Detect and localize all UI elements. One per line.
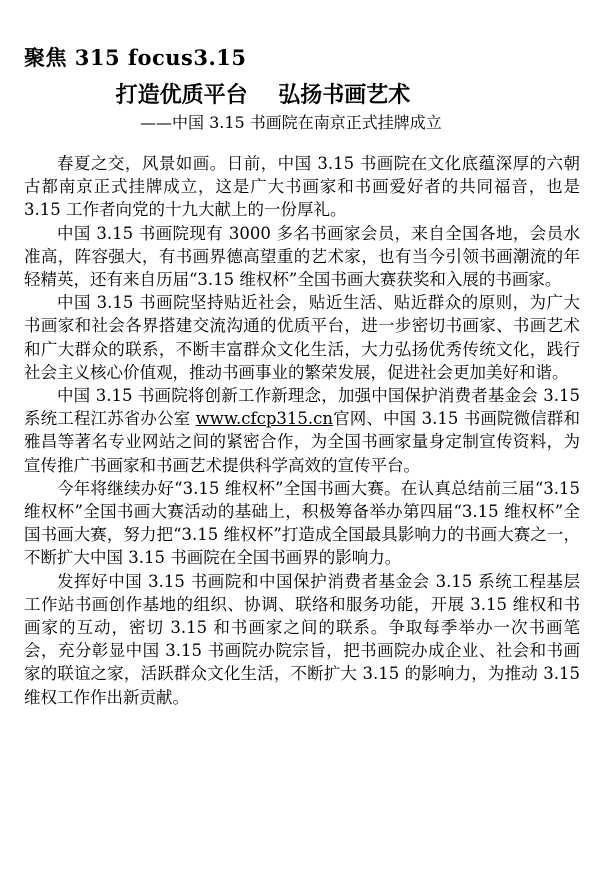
article-subheadline: ——中国 3.15 书画院在南京正式挂牌成立 [140, 113, 442, 132]
paragraph-3: 中国 3.15 书画院坚持贴近社会，贴近生活、贴近群众的原则，为广大书画家和社会各界搭建交流沟通的优质平台，进一步密切书画家、书画艺术和广大群众的联系，不断丰富群众文化生活，大力弘扬优秀传统文化，践行社会主义核心价值观，推动书画事业的繁荣发展，促进社会更加美好和谐。 [24, 293, 580, 382]
paragraph-4 [24, 384, 580, 477]
website-link[interactable]: www.cfcp315.cn [195, 409, 334, 429]
paragraph-2: 中国 3.15 书画院现有 3000 多名书画家会员，来自全国各地，会员水准高，阵容强大，有书画界德高望重的艺术家，也有当今引领书画潮流的年轻精英，还有来自历届“3.15 维权杯”全国书画大赛获奖和入展的书画家。 [24, 223, 580, 290]
article-body [24, 152, 580, 709]
paragraph-6: 发挥好中国 3.15 书画院和中国保护消费者基金会 3.15 系统工程基层工作站书画创作基地的组织、协调、联络和服务功能，开展 3.15 维权和书画家的互动，密切 3.15 和书画家之间的联系。争取每季举办一次书画笔会，充分彰显中国 3.15 书画院办院宗旨，把书画院办成企业、社会和书画家的联谊之家，活跃群众文化生活，不断扩大 3.15 的影响力，为推动 3.15 维权工作作出新贡献。 [24, 571, 580, 707]
paragraph-4-tail: 官网、中国 3.15 书画院微信群和雅昌等著名专业网站之间的紧密合作，为全国书画家量身定制宣传资料，为宣传推广书画家和书画艺术提供科学高效的宣传平台。 [24, 409, 580, 475]
paragraph-4-lead: 中国 3.15 书画院将创新工作新理念，加强中国保护消费者基金会 3.15 系统工程江苏省办公室 [24, 386, 580, 429]
article-headline: 打造优质平台 弘扬书画艺术 [115, 82, 411, 108]
paragraph-1: 春夏之交，风景如画。日前，中国 3.15 书画院在文化底蕴深厚的六朝古都南京正式挂牌成立，这是广大书画家和书画爱好者的共同福音，也是 3.15 工作者向党的十九大献上的一份厚礼。 [24, 154, 580, 220]
column-tag: 聚焦 315 focus3.15 [24, 45, 247, 70]
paragraph-5: 今年将继续办好“3.15 维权杯”全国书画大赛。在认真总结前三届“3.15 维权杯”全国书画大赛活动的基础上，积极筹备举办第四届“3.15 维权杯”全国书画大赛，努力把“3.15 维权杯”打造成全国最具影响力的书画大赛之一，不断扩大中国 3.15 书画院在全国书画界的影响力。 [24, 478, 580, 568]
